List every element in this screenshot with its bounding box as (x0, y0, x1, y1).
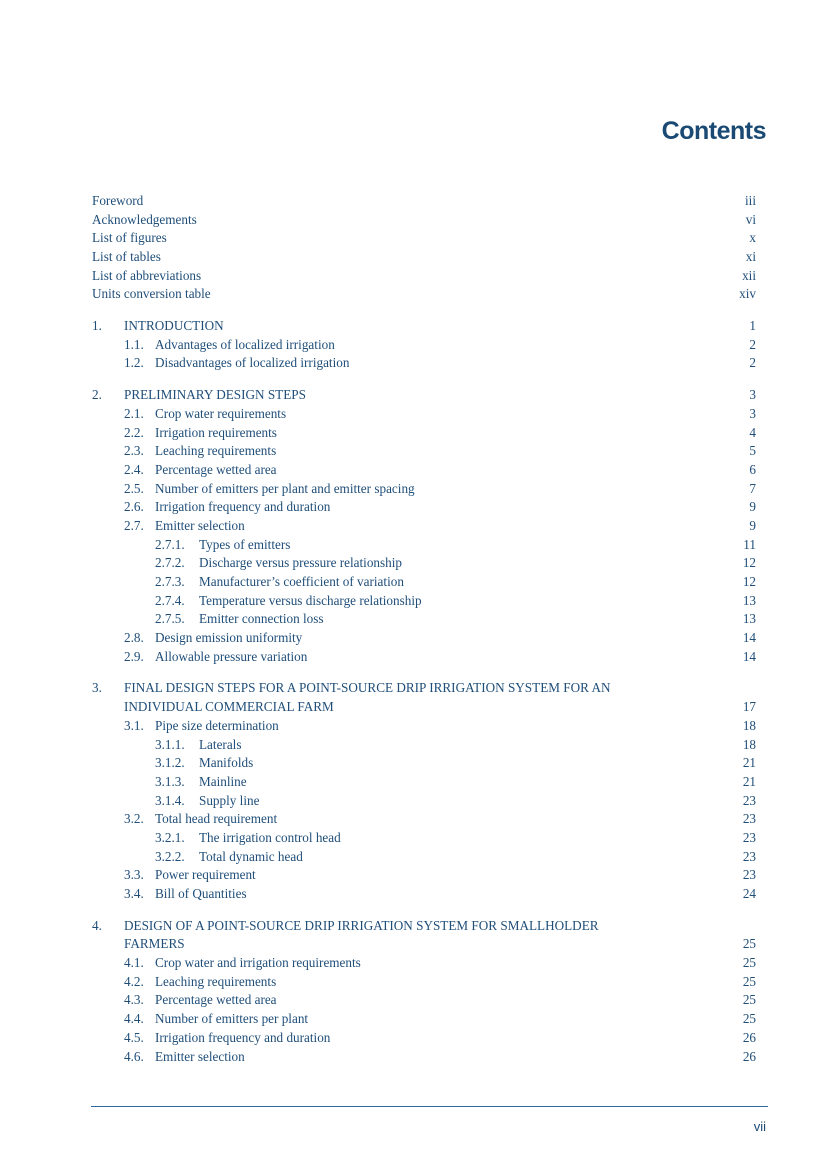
toc-entry-number: 2. (92, 387, 102, 403)
toc-entry-title: INDIVIDUAL COMMERCIAL FARM (124, 699, 334, 715)
toc-entry-page: 23 (742, 829, 756, 845)
toc-entry-number: 4.1. (124, 955, 144, 971)
toc-entry-number: 3.1.3. (155, 773, 185, 789)
toc-entry[interactable] (92, 480, 756, 499)
toc-entry-number: 2.8. (124, 630, 144, 646)
toc-entry-title: Number of emitters per plant (155, 1011, 309, 1027)
toc-entry[interactable] (92, 442, 756, 461)
toc-entry-number: 3.2. (124, 811, 144, 827)
toc-entry-title: Number of emitters per plant and emitter spacing (155, 480, 415, 496)
toc-entry-page: 23 (742, 848, 756, 864)
toc-entry-page: 6 (749, 461, 756, 477)
toc-entry-number: 2.2. (124, 424, 144, 440)
toc-entry[interactable] (92, 267, 756, 286)
toc-entry-page: 11 (743, 536, 756, 552)
toc-entry-number: 2.7.2. (155, 555, 185, 571)
toc-entry-page: 17 (742, 699, 756, 715)
toc-entry-number: 3. (92, 680, 102, 696)
toc-entry-title: Advantages of localized irrigation (155, 336, 335, 352)
toc-entry-number: 4.6. (124, 1048, 144, 1064)
toc-entry-page: 12 (742, 555, 756, 571)
toc-entry-title: Emitter selection (155, 1048, 245, 1064)
toc-entry-number: 3.3. (124, 867, 144, 883)
toc-entry-title: Foreword (92, 192, 144, 208)
toc-entry-number: 2.1. (124, 405, 144, 421)
toc-entry-page: 14 (742, 630, 756, 646)
toc-entry-number: 4.4. (124, 1011, 144, 1027)
toc-entry[interactable] (92, 736, 756, 755)
toc-entry-title: The irrigation control head (199, 829, 341, 845)
toc-entry[interactable] (92, 498, 756, 517)
toc-entry-title: Discharge versus pressure relationship (199, 555, 403, 571)
toc-entry-page: 24 (742, 886, 756, 902)
toc-entry-title: Crop water and irrigation requirements (155, 955, 361, 971)
toc-entry[interactable] (92, 754, 756, 773)
toc-entry-number: 3.2.1. (155, 829, 185, 845)
toc-entry[interactable] (92, 517, 756, 536)
toc-entry-title: PRELIMINARY DESIGN STEPS (124, 387, 306, 403)
toc-entry-number: 2.3. (124, 443, 144, 459)
toc-entry[interactable] (92, 954, 756, 973)
toc-entry-title: Types of emitters (199, 536, 291, 552)
toc-entry[interactable] (92, 680, 756, 699)
toc-entry-page: 7 (749, 480, 756, 496)
toc-entry-page: xi (745, 249, 756, 265)
toc-entry[interactable] (92, 317, 756, 336)
toc-entry-title: Manifolds (199, 755, 254, 771)
toc-entry-page: 25 (742, 936, 756, 952)
toc-entry-page: 26 (742, 1029, 756, 1045)
toc-entry-page: 4 (749, 424, 756, 440)
toc-entry[interactable] (92, 1010, 756, 1029)
toc-entry-title: FINAL DESIGN STEPS FOR A POINT-SOURCE DRIP IRRIGATION SYSTEM FOR AN (124, 680, 611, 696)
toc-entry-page: 23 (742, 792, 756, 808)
page-title: Contents (661, 117, 766, 145)
toc-entry-title: Emitter selection (155, 517, 245, 533)
table-of-contents (92, 192, 756, 1066)
toc-entry-title: Irrigation frequency and duration (155, 499, 331, 515)
toc-entry-number: 2.5. (124, 480, 144, 496)
toc-entry[interactable] (92, 211, 756, 230)
toc-entry-number: 3.4. (124, 886, 144, 902)
toc-entry[interactable] (92, 810, 756, 829)
toc-entry[interactable] (92, 866, 756, 885)
toc-entry-title: Total head requirement (155, 811, 278, 827)
toc-entry-page: 21 (742, 755, 756, 771)
toc-entry[interactable] (92, 554, 756, 573)
toc-entry-title: Bill of Quantities (155, 886, 247, 902)
toc-entry-page: 25 (742, 973, 756, 989)
toc-entry-number: 3.1. (124, 717, 144, 733)
toc-entry[interactable] (92, 229, 756, 248)
toc-entry-number: 1. (92, 318, 102, 334)
toc-entry-title: Acknowledgements (92, 211, 197, 227)
toc-entry-page: 1 (749, 318, 756, 334)
toc-entry[interactable] (92, 386, 756, 405)
toc-entry[interactable] (92, 573, 756, 592)
toc-entry[interactable] (92, 848, 756, 867)
toc-entry-title: DESIGN OF A POINT-SOURCE DRIP IRRIGATION SYSTEM FOR SMALLHOLDER (124, 917, 599, 933)
toc-entry-page: 3 (749, 387, 756, 403)
toc-entry[interactable] (92, 917, 756, 936)
toc-entry-title: Units conversion table (92, 286, 211, 302)
page-number: vii (753, 1119, 766, 1134)
toc-entry-title: Allowable pressure variation (155, 648, 308, 664)
toc-entry-title: Irrigation frequency and duration (155, 1029, 331, 1045)
toc-entry-title: Disadvantages of localized irrigation (155, 355, 350, 371)
toc-entry-page: 13 (742, 592, 756, 608)
toc-entry-title: Leaching requirements (155, 443, 277, 459)
toc-entry[interactable] (92, 717, 756, 736)
toc-entry-title: Manufacturer’s coefficient of variation (199, 574, 404, 590)
toc-entry[interactable] (92, 973, 756, 992)
toc-entry-title: Leaching requirements (155, 973, 277, 989)
toc-entry[interactable] (92, 592, 756, 611)
toc-entry[interactable] (92, 424, 756, 443)
toc-entry[interactable] (92, 285, 756, 304)
toc-entry-title: Design emission uniformity (155, 630, 303, 646)
toc-entry-title: Irrigation requirements (155, 424, 277, 440)
toc-entry-title: Temperature versus discharge relationship (199, 592, 422, 608)
toc-entry-page: 3 (749, 405, 756, 421)
toc-entry-number: 2.7.1. (155, 536, 185, 552)
toc-entry-title: FARMERS (124, 936, 185, 952)
toc-entry[interactable] (92, 629, 756, 648)
toc-entry[interactable] (92, 829, 756, 848)
toc-entry-page: 14 (742, 648, 756, 664)
toc-entry-page: xiv (739, 286, 756, 302)
toc-entry-title: Total dynamic head (199, 848, 303, 864)
toc-entry-number: 4.3. (124, 992, 144, 1008)
toc-entry-page: 26 (742, 1048, 756, 1064)
toc-entry-title: Supply line (199, 792, 260, 808)
toc-entry-title: INTRODUCTION (124, 318, 224, 334)
toc-entry-number: 2.7.4. (155, 592, 185, 608)
toc-entry-page: 21 (742, 773, 756, 789)
toc-entry-title: List of abbreviations (92, 267, 202, 283)
toc-entry-number: 4. (92, 917, 102, 933)
toc-entry-page: 13 (742, 611, 756, 627)
toc-entry[interactable] (92, 192, 756, 211)
toc-entry[interactable] (92, 610, 756, 629)
toc-entry-page: xii (742, 267, 756, 283)
toc-entry-number: 2.4. (124, 461, 144, 477)
toc-entry[interactable] (92, 536, 756, 555)
toc-entry[interactable] (92, 885, 756, 904)
toc-entry[interactable] (92, 698, 756, 717)
toc-entry-number: 3.1.2. (155, 755, 185, 771)
toc-entry-page: 12 (742, 574, 756, 590)
toc-entry[interactable] (92, 1029, 756, 1048)
toc-entry-title: Power requirement (155, 867, 256, 883)
toc-entry-number: 3.1.4. (155, 792, 185, 808)
toc-entry-title: Percentage wetted area (155, 992, 277, 1008)
toc-entry-number: 2.6. (124, 499, 144, 515)
toc-entry[interactable] (92, 248, 756, 267)
toc-entry-number: 2.7.5. (155, 611, 185, 627)
toc-entry-page: 9 (749, 499, 756, 515)
toc-entry[interactable] (92, 355, 756, 374)
toc-entry-page: 2 (749, 355, 756, 371)
toc-entry-page: 18 (742, 717, 756, 733)
toc-entry-title: Crop water requirements (155, 405, 287, 421)
toc-entry-title: Percentage wetted area (155, 461, 277, 477)
toc-entry-number: 2.7. (124, 517, 144, 533)
toc-entry-number: 4.5. (124, 1029, 144, 1045)
toc-entry[interactable] (92, 773, 756, 792)
toc-entry-number: 2.7.3. (155, 574, 185, 590)
toc-entry-title: List of tables (92, 249, 161, 265)
toc-entry-number: 3.2.2. (155, 848, 185, 864)
toc-entry[interactable] (92, 405, 756, 424)
toc-entry-title: List of figures (92, 230, 167, 246)
toc-entry-title: Emitter connection loss (199, 611, 324, 627)
toc-entry-number: 3.1.1. (155, 736, 185, 752)
toc-entry-page: 25 (742, 955, 756, 971)
toc-entry-page: vi (745, 211, 756, 227)
toc-entry[interactable] (92, 1048, 756, 1067)
toc-entry[interactable] (92, 792, 756, 811)
toc-entry-page: 18 (742, 736, 756, 752)
toc-entry-title: Pipe size determination (155, 717, 279, 733)
toc-entry-number: 4.2. (124, 973, 144, 989)
toc-entry-page: 23 (742, 867, 756, 883)
toc-entry[interactable] (92, 935, 756, 954)
toc-entry-title: Laterals (199, 736, 242, 752)
toc-entry-page: 2 (749, 336, 756, 352)
toc-entry-page: 23 (742, 811, 756, 827)
toc-entry[interactable] (92, 648, 756, 667)
toc-entry[interactable] (92, 336, 756, 355)
toc-entry-page: iii (745, 192, 756, 208)
toc-entry-page: 9 (749, 517, 756, 533)
toc-entry-number: 1.1. (124, 336, 144, 352)
footer-rule (91, 1106, 768, 1107)
toc-entry-number: 2.9. (124, 648, 144, 664)
toc-entry-page: x (749, 230, 756, 246)
toc-entry[interactable] (92, 461, 756, 480)
toc-entry-page: 25 (742, 1011, 756, 1027)
toc-entry-number: 1.2. (124, 355, 144, 371)
toc-entry-page: 5 (749, 443, 756, 459)
toc-entry[interactable] (92, 992, 756, 1011)
toc-entry-page: 25 (742, 992, 756, 1008)
toc-entry-title: Mainline (199, 773, 247, 789)
